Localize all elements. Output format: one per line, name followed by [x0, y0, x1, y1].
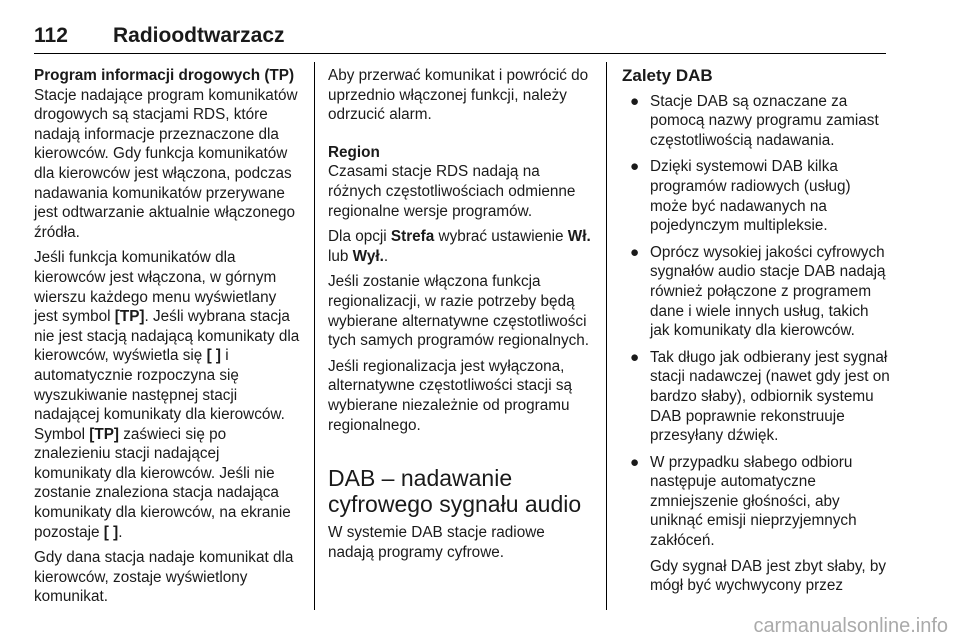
list-item: ● W przypadku słabego odbioru następuje automatyczne zmniejszenie głośności, aby uniknąć emisji nieprzyjemnych zakłóceń. Gdy sygnał DAB jest zbyt słaby, by mógł być wychwycony przez: [622, 453, 892, 596]
header-rule: [34, 53, 886, 54]
column-divider-1: [314, 62, 315, 610]
dab-advantages-list: [622, 92, 892, 596]
list-item: ● Tak długo jak odbierany jest sygnał stacji nadawczej (nawet gdy jest on bardzo słaby), odbiornik systemu DAB poprawnie rekonstruuje przesyłany dźwięk.: [630, 348, 890, 445]
region-heading: Region: [328, 143, 380, 161]
tp-paragraph-2: Jeśli funkcja komunikatów dla kierowców jest włączona, w górnym wierszu każdego menu wyświetlany jest symbol [TP]. Jeśli wybrana stacja nie jest stacją nadającą komunikaty dla kierowców, wyświetla się [ ] i automatycznie rozpoczyna się wyszukiwanie następnej stacji nadającej komunikaty dla kierowców. Symbol [TP] zaświeci się po znalezieniu stacji nadającej komunikaty dla kierowców. Jeśli nie zostanie znaleziona stacja nadająca komunikaty dla kierowców, na ekranie pozostaje [ ].: [34, 249, 300, 541]
page-number: 112: [34, 24, 68, 47]
watermark: carmanualsonline.info: [753, 615, 948, 637]
page-header: [34, 24, 886, 54]
option-strefa: Strefa: [390, 228, 435, 246]
bullet-icon: ●: [630, 92, 640, 110]
tp-paragraph-3: Gdy dana stacja nadaje komunikat dla kierowców, zostaje wyświetlony komunikat.: [34, 549, 294, 606]
bullet-icon: ●: [630, 453, 640, 471]
alarm-paragraph: Aby przerwać komunikat i powrócić do uprzednio włączonej funkcji, należy odrzucić alarm.: [328, 67, 589, 124]
empty-symbol: [ ]: [103, 523, 119, 541]
tp-symbol: [TP]: [89, 425, 120, 443]
tp-heading: Program informacji drogowych (TP): [34, 67, 295, 84]
dab-advantages-heading: Zalety DAB: [622, 66, 713, 85]
bullet-icon: ●: [630, 348, 640, 366]
region-paragraph-2: Dla opcji Strefa wybrać ustawienie Wł. lub Wył..: [328, 228, 591, 265]
region-paragraph-1: Czasami stacje RDS nadają na różnych częstotliwościach odmienne regionalne wersje programów.: [328, 163, 576, 220]
list-item-continuation: Gdy sygnał DAB jest zbyt słaby, by mógł być wychwycony przez: [650, 557, 887, 595]
list-item: ● Oprócz wysokiej jakości cyfrowych sygnałów audio stacje DAB nadają również połączone z programem dane i wiele innych usług, takich jak komunikaty dla kierowców.: [630, 243, 886, 340]
dab-section-heading: DAB – nadawanie cyfrowego sygnału audio: [328, 465, 582, 518]
column-2: [328, 66, 592, 568]
dab-intro-paragraph: W systemie DAB stacje radiowe nadają programy cyfrowe.: [328, 524, 545, 561]
list-item: ● Dzięki systemowi DAB kilka programów radiowych (usług) może być nadawanych na pojedynczym multipleksie.: [630, 158, 851, 235]
page-title: Radioodtwarzacz: [113, 24, 285, 47]
column-divider-2: [606, 62, 607, 610]
region-paragraph-3: Jeśli zostanie włączona funkcja regionalizacji, w razie potrzeby będą wybierane alternatywne częstotliwości tych samych programów regionalnych.: [328, 273, 590, 350]
option-on: Wł.: [567, 228, 591, 246]
list-item: ● Stacje DAB są oznaczane za pomocą nazwy programu zamiast częstotliwością nadawania.: [630, 92, 879, 149]
bullet-icon: ●: [630, 243, 640, 261]
tp-symbol: [TP]: [114, 308, 145, 326]
tp-paragraph-1: Stacje nadające program komunikatów drogowych są stacjami RDS, które nadają informacje przeznaczone dla kierowców. Gdy funkcja komunikatów dla kierowców jest włączona, podczas nadawania komunikatów przerywane jest odtwarzanie aktualnie włączonego źródła.: [34, 86, 298, 241]
column-3: [622, 66, 892, 603]
bullet-icon: ●: [630, 158, 640, 176]
option-off: Wył.: [352, 247, 384, 265]
column-1: [34, 66, 300, 613]
empty-symbol: [ ]: [206, 347, 222, 365]
region-paragraph-4: Jeśli regionalizacja jest wyłączona, alternatywne częstotliwości stacji są wybierane niezależnie od programu regionalnego.: [328, 357, 572, 434]
